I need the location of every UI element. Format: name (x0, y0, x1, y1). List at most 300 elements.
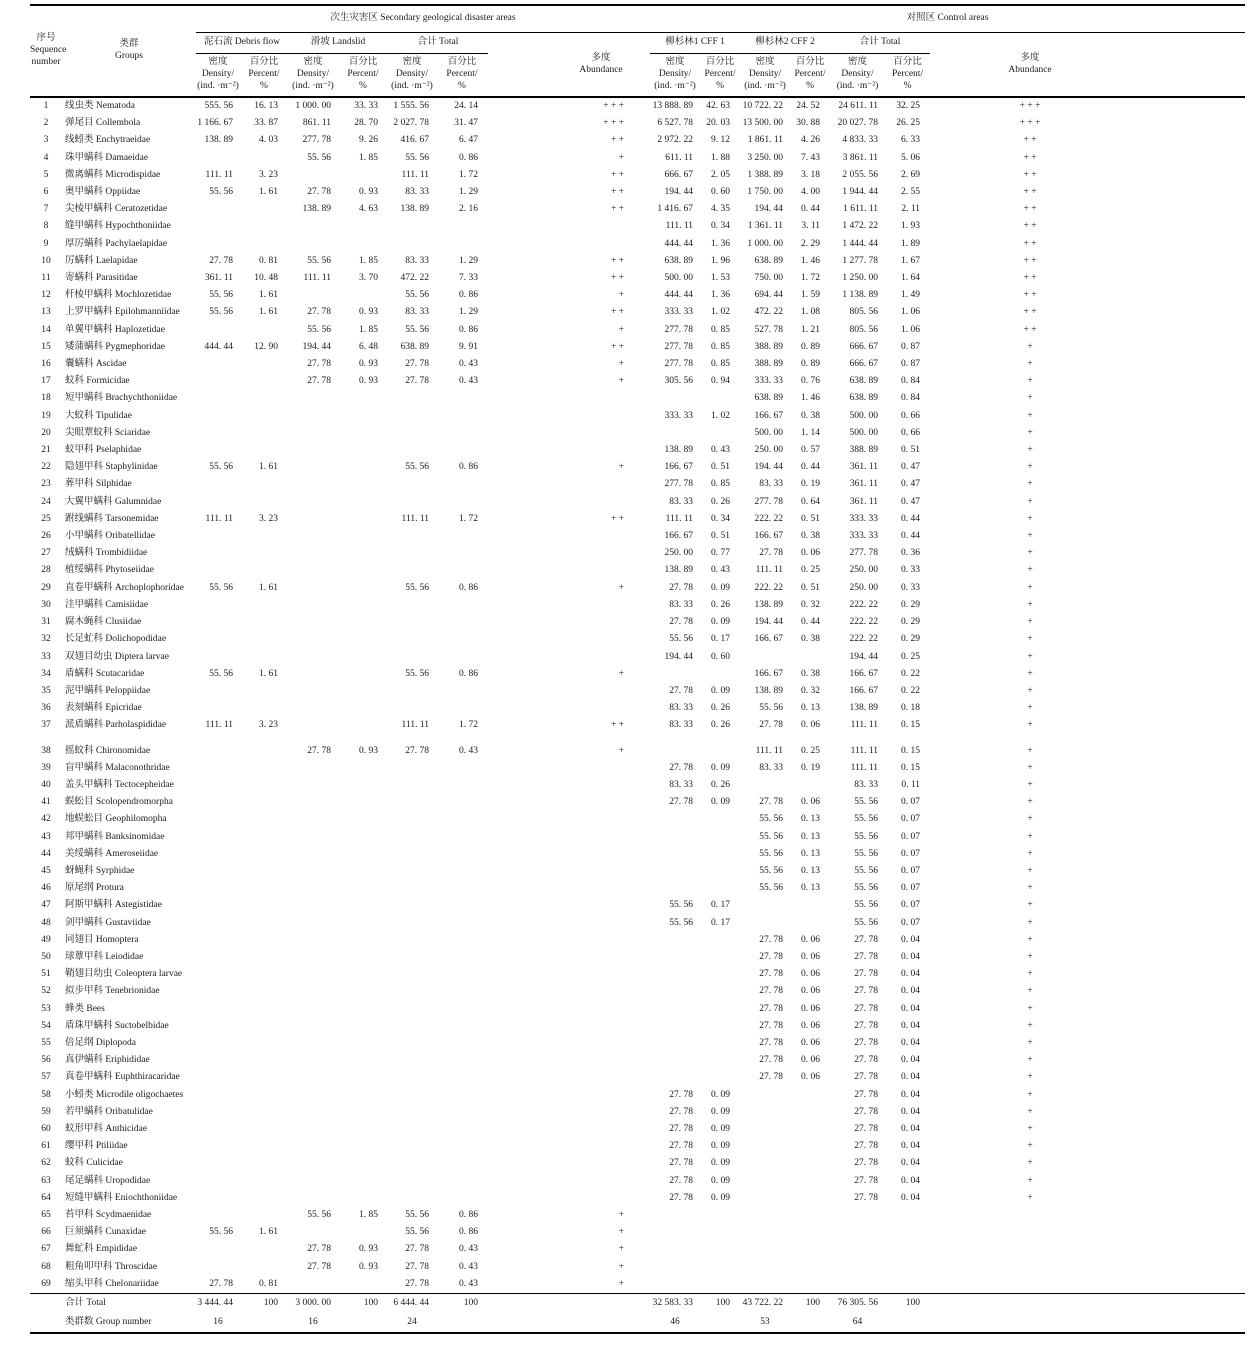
cell-group: 寄螨科 Parasitidae (65, 273, 138, 284)
cell-landslide-density: 55. 56 (307, 152, 331, 163)
cell-secondary-total-density: 111. 11 (401, 513, 429, 524)
cell-spacer (1130, 597, 1245, 614)
cell-secondary-total-percent (436, 494, 488, 511)
cell-secondary-total-percent (436, 425, 488, 442)
cell-landslide-percent (338, 1035, 388, 1052)
cell-secondary-total-density: 55. 56 (405, 324, 429, 335)
cell-group: 矮蒲螨科 Pygmephoridae (65, 341, 166, 352)
cell-spacer (1130, 1294, 1245, 1314)
cell-group: 美绥螨科 Ameroseiidae (65, 848, 159, 859)
cell-landslide-density (288, 649, 338, 666)
cell-control-abundance: + (1027, 1020, 1033, 1031)
cell-cff2-density: 166. 67 (754, 531, 784, 542)
cell-spacer (1130, 562, 1245, 579)
cell-debris-density: 111. 11 (205, 169, 233, 180)
cell-control-abundance: + (1027, 986, 1033, 997)
cell-seq: 46 (41, 883, 51, 894)
cell-cff1-percent: 0. 43 (711, 445, 731, 456)
cell-landslide-density (288, 442, 338, 459)
cell-group: 尾足螨科 Uropodidae (65, 1175, 151, 1186)
cell-seq: 20 (41, 427, 51, 438)
cell-secondary-total-density (388, 760, 436, 777)
cell-secondary-total-percent: 1. 72 (459, 720, 478, 731)
cell-control-total-percent: 0. 84 (901, 376, 921, 387)
cell-control-abundance: + + (1023, 135, 1037, 146)
cell-secondary-total-percent (436, 983, 488, 1000)
cell-secondary-total-percent (436, 597, 488, 614)
cell-debris-density (196, 683, 240, 700)
cell-control-abundance: + (1027, 951, 1033, 962)
cell-cff2-percent (790, 1087, 830, 1104)
cell-control-total-percent: 0. 15 (901, 720, 921, 731)
cell-cff1-density: 666. 67 (664, 169, 694, 180)
cell-control-total-density: 111. 11 (850, 720, 879, 731)
cell-cff1-density (650, 666, 700, 683)
cell-cff2-density: 27. 78 (759, 1020, 784, 1031)
cell-cff2-density: 27. 78 (759, 1003, 784, 1014)
cell-cff2-percent (790, 1104, 830, 1121)
cell-cff1-density: 166. 67 (664, 531, 694, 542)
cell-secondary-total-density: 111. 11 (401, 720, 429, 731)
cell-debris-density: 55. 56 (209, 187, 233, 198)
cell-cff1-percent: 0. 09 (711, 1192, 731, 1203)
cell-cff1-percent: 0. 51 (711, 462, 731, 473)
cell-spacer (1130, 932, 1245, 949)
cell-landslide-percent (338, 897, 388, 914)
cell-control-abundance: + (1027, 1003, 1033, 1014)
cell-control-abundance: + (1027, 1123, 1033, 1134)
cell-cff2-percent: 0. 25 (801, 565, 821, 576)
cell-secondary-total-density: 55. 56 (405, 462, 429, 473)
cell-cff1-percent (700, 425, 740, 442)
cell-cff2-percent: 0. 06 (801, 1020, 821, 1031)
cell-secondary-total-percent (436, 1069, 488, 1086)
cell-cff2-density: 222. 22 (754, 513, 784, 524)
cell-control-abundance: + (1027, 496, 1033, 507)
cell-landslide-percent (338, 1001, 388, 1018)
cell-secondary-total-percent (436, 1313, 488, 1333)
cell-control-total-percent: 0. 04 (901, 934, 921, 945)
cell-cff2-percent: 0. 38 (801, 634, 821, 645)
cell-cff1-percent: 0. 85 (711, 359, 731, 370)
cell-landslide-density (288, 1104, 338, 1121)
cell-control-total-density (830, 1224, 885, 1241)
cell-landslide-density (288, 236, 338, 253)
cell-control-abundance: + (1027, 779, 1033, 790)
cell-cff2-percent: 0. 13 (801, 814, 821, 825)
cell-cff2-density: 43 722. 22 (740, 1294, 790, 1314)
cell-cff1-density: 444. 44 (664, 238, 694, 249)
cell-secondary-abundance: + (618, 582, 625, 593)
cell-secondary-abundance (488, 1121, 650, 1138)
cell-debris-percent: 1. 61 (259, 187, 278, 198)
cell-landslide-percent (338, 666, 388, 683)
cell-group: 粗角叩甲科 Throscidae (65, 1261, 158, 1272)
cell-control-total-density (830, 1241, 885, 1258)
cell-secondary-total-percent (436, 562, 488, 579)
cell-seq: 69 (41, 1278, 51, 1289)
cell-control-total-density: 64 (852, 1317, 863, 1328)
cell-spacer (1130, 459, 1245, 476)
cell-group: 原尾纲 Protura (65, 883, 124, 894)
cell-control-total-density: 805. 56 (849, 307, 879, 318)
cell-control-total-density: 222. 22 (849, 599, 879, 610)
cell-landslide-density (288, 863, 338, 880)
cell-debris-percent: 0. 81 (259, 255, 278, 266)
cell-landslide-density: 111. 11 (303, 273, 331, 284)
cell-landslide-density (288, 580, 338, 597)
cell-spacer (1130, 614, 1245, 631)
cell-debris-density: 1 166. 67 (197, 118, 233, 129)
cell-secondary-total-percent (436, 683, 488, 700)
cell-landslide-density (288, 631, 338, 648)
cell-control-total-percent: 0. 04 (901, 1055, 921, 1066)
cell-cff1-density: 250. 00 (664, 548, 694, 559)
cell-debris-percent: 0. 81 (259, 1278, 278, 1289)
cell-secondary-abundance: + + (610, 187, 625, 198)
cell-control-abundance: + (1027, 427, 1033, 438)
cell-spacer (1130, 880, 1245, 897)
cell-landslide-density (288, 1138, 338, 1155)
cell-control-total-percent: 0. 04 (901, 1089, 921, 1100)
cell-secondary-total-percent: 100 (436, 1294, 488, 1314)
cell-cff2-density: 1 861. 11 (747, 135, 784, 146)
cell-debris-density (196, 236, 240, 253)
cell-secondary-abundance: + (618, 1278, 625, 1289)
cell-group: 地蜈蚣目 Geophilomopha (65, 814, 167, 825)
cell-control-total-density: 55. 56 (854, 900, 879, 911)
cell-control-abundance: + (1027, 865, 1033, 876)
cell-secondary-abundance: + (618, 1244, 625, 1255)
cell-secondary-total-density (388, 631, 436, 648)
cell-debris-percent (240, 966, 288, 983)
cell-landslide-percent (338, 1190, 388, 1207)
cell-cff1-percent: 0. 51 (711, 531, 731, 542)
cell-secondary-abundance (488, 1104, 650, 1121)
table-row (30, 253, 1245, 270)
cell-control-total-density: 500. 00 (849, 410, 879, 421)
cell-secondary-abundance (488, 683, 650, 700)
cell-landslide-density (288, 666, 338, 683)
cell-debris-percent (240, 494, 288, 511)
cell-landslide-percent (338, 287, 388, 304)
cell-secondary-total-density (388, 1104, 436, 1121)
cell-secondary-abundance (488, 476, 650, 493)
cell-debris-density (196, 1190, 240, 1207)
header-secondary-disaster-areas: 次生灾害区 Secondary geological disaster areas (196, 5, 650, 33)
cell-debris-density: 3 444. 44 (196, 1294, 240, 1314)
cell-control-total-percent: 1. 06 (901, 307, 921, 318)
table-row (30, 1087, 1245, 1104)
cell-landslide-density (288, 760, 338, 777)
cell-secondary-abundance (488, 915, 650, 932)
cell-spacer (1130, 1052, 1245, 1069)
cell-control-abundance: + (1027, 462, 1033, 473)
cell-debris-density (196, 1155, 240, 1172)
cell-landslide-percent (338, 683, 388, 700)
cell-cff2-density: 166. 67 (754, 410, 784, 421)
cell-cff2-density: 27. 78 (759, 934, 784, 945)
cell-secondary-abundance (488, 631, 650, 648)
header-abundance-secondary-cn: 多度 (591, 52, 611, 63)
cell-control-total-percent: 0. 04 (901, 969, 921, 980)
cell-landslide-percent (338, 717, 388, 734)
cell-control-abundance (930, 1259, 1130, 1276)
cell-debris-density: 55. 56 (209, 1227, 233, 1238)
cell-control-total-percent: 0. 66 (901, 427, 921, 438)
cell-cff2-density: 27. 78 (759, 1072, 784, 1083)
cell-secondary-total-percent (436, 932, 488, 949)
table-row (30, 1018, 1245, 1035)
cell-landslide-percent (338, 597, 388, 614)
cell-control-abundance: + (1027, 1089, 1033, 1100)
cell-secondary-total-density (388, 915, 436, 932)
cell-cff1-density: 277. 78 (664, 324, 694, 335)
cell-secondary-total-density (388, 932, 436, 949)
cell-cff1-percent: 0. 09 (711, 617, 731, 628)
cell-control-total-percent: 0. 44 (901, 531, 921, 542)
cell-debris-density (196, 1087, 240, 1104)
cell-spacer (1130, 949, 1245, 966)
table-row (30, 236, 1245, 253)
cell-cff2-percent: 0. 06 (801, 1037, 821, 1048)
cell-debris-percent: 1. 61 (259, 582, 278, 593)
cell-control-abundance: + (1027, 685, 1033, 696)
cell-secondary-total-density: 27. 78 (405, 1244, 429, 1255)
cell-landslide-percent (338, 236, 388, 253)
cell-spacer (1130, 253, 1245, 270)
cell-secondary-total-density: 472. 22 (400, 273, 429, 284)
cell-debris-density: 555. 56 (204, 101, 233, 111)
cell-spacer (1130, 1121, 1245, 1138)
cell-seq: 24 (41, 496, 51, 507)
cell-spacer (1130, 270, 1245, 287)
table-row (30, 511, 1245, 528)
cell-control-total-percent: 32. 25 (896, 101, 921, 111)
cell-cff1-density: 27. 78 (669, 582, 694, 593)
cell-control-abundance: + (1027, 341, 1033, 352)
header-percent: 百分比 Percent/ % (704, 57, 736, 91)
cell-landslide-percent: 0. 93 (359, 376, 378, 387)
cell-control-total-percent: 0. 04 (901, 1020, 921, 1031)
cell-cff1-percent (700, 829, 740, 846)
cell-seq: 51 (41, 969, 51, 980)
cell-group: 珠甲螨科 Damaeidae (65, 152, 149, 163)
cell-debris-percent (240, 201, 288, 218)
cell-debris-percent: 1. 61 (259, 307, 278, 318)
cell-secondary-total-density (388, 408, 436, 425)
cell-control-abundance: + + (1023, 221, 1037, 232)
table-row (30, 459, 1245, 476)
cell-control-total-density: 138. 89 (849, 703, 879, 714)
cell-cff1-percent: 1. 02 (711, 307, 731, 318)
cell-secondary-abundance (488, 425, 650, 442)
cell-group: 蚁形甲科 Anthicidae (65, 1123, 148, 1134)
cell-secondary-total-percent: 7. 33 (459, 273, 478, 284)
cell-cff1-percent (700, 743, 740, 760)
header-density: 密度 Density/ (ind. ·m⁻²) (836, 57, 879, 91)
cell-secondary-total-percent (436, 880, 488, 897)
cell-spacer (1130, 1087, 1245, 1104)
cell-cff1-density: 27. 78 (669, 1123, 694, 1134)
cell-seq: 9 (43, 238, 49, 249)
cell-spacer (1130, 966, 1245, 983)
cell-landslide-density: 27. 78 (307, 1261, 331, 1272)
cell-secondary-abundance: + (618, 376, 625, 387)
cell-secondary-total-density: 27. 78 (405, 376, 429, 387)
cell-control-total-percent: 1. 89 (901, 238, 921, 249)
cell-cff2-percent (790, 649, 830, 666)
cell-group: 小甲螨科 Oribatellidae (65, 531, 155, 542)
cell-cff1-density: 27. 78 (669, 797, 694, 808)
cell-cff2-density: 194. 44 (754, 204, 784, 215)
table-row (30, 1035, 1245, 1052)
header-abundance-control-en: Abundance (1008, 64, 1052, 75)
header-abundance-secondary (488, 33, 650, 98)
cell-seq: 39 (41, 762, 51, 773)
cell-secondary-total-percent: 0. 43 (459, 359, 478, 370)
header-cff1: 柳杉林1 CFF 1 (650, 33, 740, 54)
cell-secondary-abundance (488, 1294, 650, 1314)
cell-debris-density (196, 1259, 240, 1276)
cell-cff1-percent: 0. 77 (711, 548, 731, 559)
cell-secondary-abundance (488, 614, 650, 631)
cell-cff2-density: 388. 89 (754, 359, 784, 370)
cell-cff1-density: 55. 56 (669, 900, 694, 911)
cell-control-abundance: + (1027, 762, 1033, 773)
cell-debris-percent (240, 1173, 288, 1190)
cell-control-total-percent: 0. 07 (901, 883, 921, 894)
cell-seq: 10 (41, 255, 51, 266)
table-row (30, 270, 1245, 287)
cell-cff2-density (740, 1241, 790, 1258)
table-row (30, 1173, 1245, 1190)
header-density: 密度 Density/ (ind. ·m⁻²) (654, 57, 696, 91)
cell-cff1-percent: 2. 05 (711, 169, 731, 180)
cell-spacer (1130, 218, 1245, 235)
cell-group: 泥甲螨科 Peloppiidae (65, 685, 151, 696)
cell-cff1-density (650, 846, 700, 863)
cell-secondary-total-percent (436, 528, 488, 545)
cell-debris-density (196, 631, 240, 648)
cell-group: 双翅目幼虫 Diptera larvae (65, 651, 169, 662)
cell-debris-percent (240, 614, 288, 631)
cell-landslide-density (288, 218, 338, 235)
cell-spacer (1130, 150, 1245, 167)
cell-secondary-total-percent: 0. 43 (459, 1244, 478, 1255)
cell-cff2-percent: 0. 89 (801, 341, 821, 352)
table-row (30, 528, 1245, 545)
cell-control-abundance: + (1027, 548, 1033, 559)
cell-landslide-percent (338, 1052, 388, 1069)
cell-debris-percent: 1. 61 (259, 290, 278, 301)
cell-control-total-density: 27. 78 (854, 1037, 879, 1048)
cell-control-total-percent: 0. 22 (901, 685, 921, 696)
cell-secondary-abundance: + + (610, 341, 625, 352)
cell-cff1-density: 27. 78 (669, 617, 694, 628)
table-row (30, 1190, 1245, 1207)
cell-cff1-percent: 0. 34 (711, 221, 731, 232)
cell-control-total-density: 333. 33 (849, 513, 879, 524)
cell-control-total-density: 111. 11 (850, 745, 879, 756)
cell-debris-percent (240, 390, 288, 407)
cell-cff2-percent: 0. 06 (801, 548, 821, 559)
cell-spacer (1130, 390, 1245, 407)
cell-cff1-density: 194. 44 (664, 187, 694, 198)
table-row (30, 356, 1245, 373)
cell-landslide-percent: 1. 85 (359, 1210, 378, 1220)
cell-secondary-abundance: + + (610, 255, 625, 266)
cell-cff1-percent: 100 (700, 1294, 740, 1314)
cell-landslide-percent (338, 494, 388, 511)
cell-secondary-total-percent (436, 390, 488, 407)
cell-spacer (1130, 545, 1245, 562)
table-row (30, 760, 1245, 777)
cell-debris-density: 55. 56 (209, 582, 233, 593)
cell-seq (30, 1294, 62, 1314)
cell-control-abundance: + (1027, 848, 1033, 859)
cell-seq: 32 (41, 634, 51, 645)
cell-secondary-total-percent (436, 915, 488, 932)
cell-cff1-density: 111. 11 (665, 513, 694, 524)
cell-seq: 48 (41, 917, 51, 928)
cell-spacer (1130, 511, 1245, 528)
cell-secondary-total-density (388, 476, 436, 493)
cell-secondary-abundance: + (618, 745, 625, 756)
cell-cff1-percent (700, 846, 740, 863)
cell-control-total-density: 55. 56 (854, 883, 879, 894)
cell-cff2-density: 694. 44 (754, 290, 784, 301)
cell-secondary-total-density: 27. 78 (405, 359, 429, 370)
cell-control-total-density: 1 944. 44 (842, 187, 879, 198)
cell-control-abundance: + + + (1019, 118, 1041, 129)
cell-secondary-total-density (388, 236, 436, 253)
cell-control-total-percent: 0. 04 (901, 1106, 921, 1117)
cell-control-total-density: 2 055. 56 (842, 169, 879, 180)
cell-cff1-density: 277. 78 (664, 479, 694, 490)
cell-control-abundance: + + (1023, 255, 1037, 266)
cell-secondary-total-percent (436, 897, 488, 914)
cell-group: 植绥螨科 Phytoseiidae (65, 565, 154, 576)
cell-debris-density (196, 494, 240, 511)
cell-debris-density (196, 614, 240, 631)
cell-control-abundance: + (1027, 1072, 1033, 1083)
cell-landslide-density (288, 1052, 338, 1069)
cell-cff1-density (650, 1224, 700, 1241)
cell-cff1-density: 611. 11 (665, 152, 694, 163)
cell-cff2-percent: 0. 51 (801, 582, 821, 593)
cell-cff2-density: 13 500. 00 (742, 118, 784, 129)
cell-cff1-density (650, 863, 700, 880)
cell-control-total-percent: 2. 55 (901, 187, 921, 198)
cell-landslide-percent: 0. 93 (359, 307, 378, 318)
cell-secondary-total-percent: 1. 72 (459, 513, 478, 524)
cell-control-total-percent: 0. 66 (901, 410, 921, 421)
cell-control-total-density: 333. 33 (849, 531, 879, 542)
cell-cff1-percent: 0. 09 (711, 797, 731, 808)
header-abundance-control-cn: 多度 (1020, 52, 1040, 63)
cell-secondary-total-density: 24 (407, 1317, 417, 1328)
cell-secondary-total-density: 638. 89 (400, 341, 429, 352)
cell-spacer (1130, 829, 1245, 846)
cell-seq: 15 (41, 341, 51, 352)
cell-seq: 6 (43, 187, 49, 198)
cell-cff2-percent: 0. 13 (801, 883, 821, 894)
cell-control-total-percent: 5. 06 (901, 152, 921, 163)
cell-cff2-density: 1 750. 00 (747, 187, 784, 198)
cell-debris-density: 55. 56 (209, 290, 233, 301)
cell-spacer (1130, 339, 1245, 356)
